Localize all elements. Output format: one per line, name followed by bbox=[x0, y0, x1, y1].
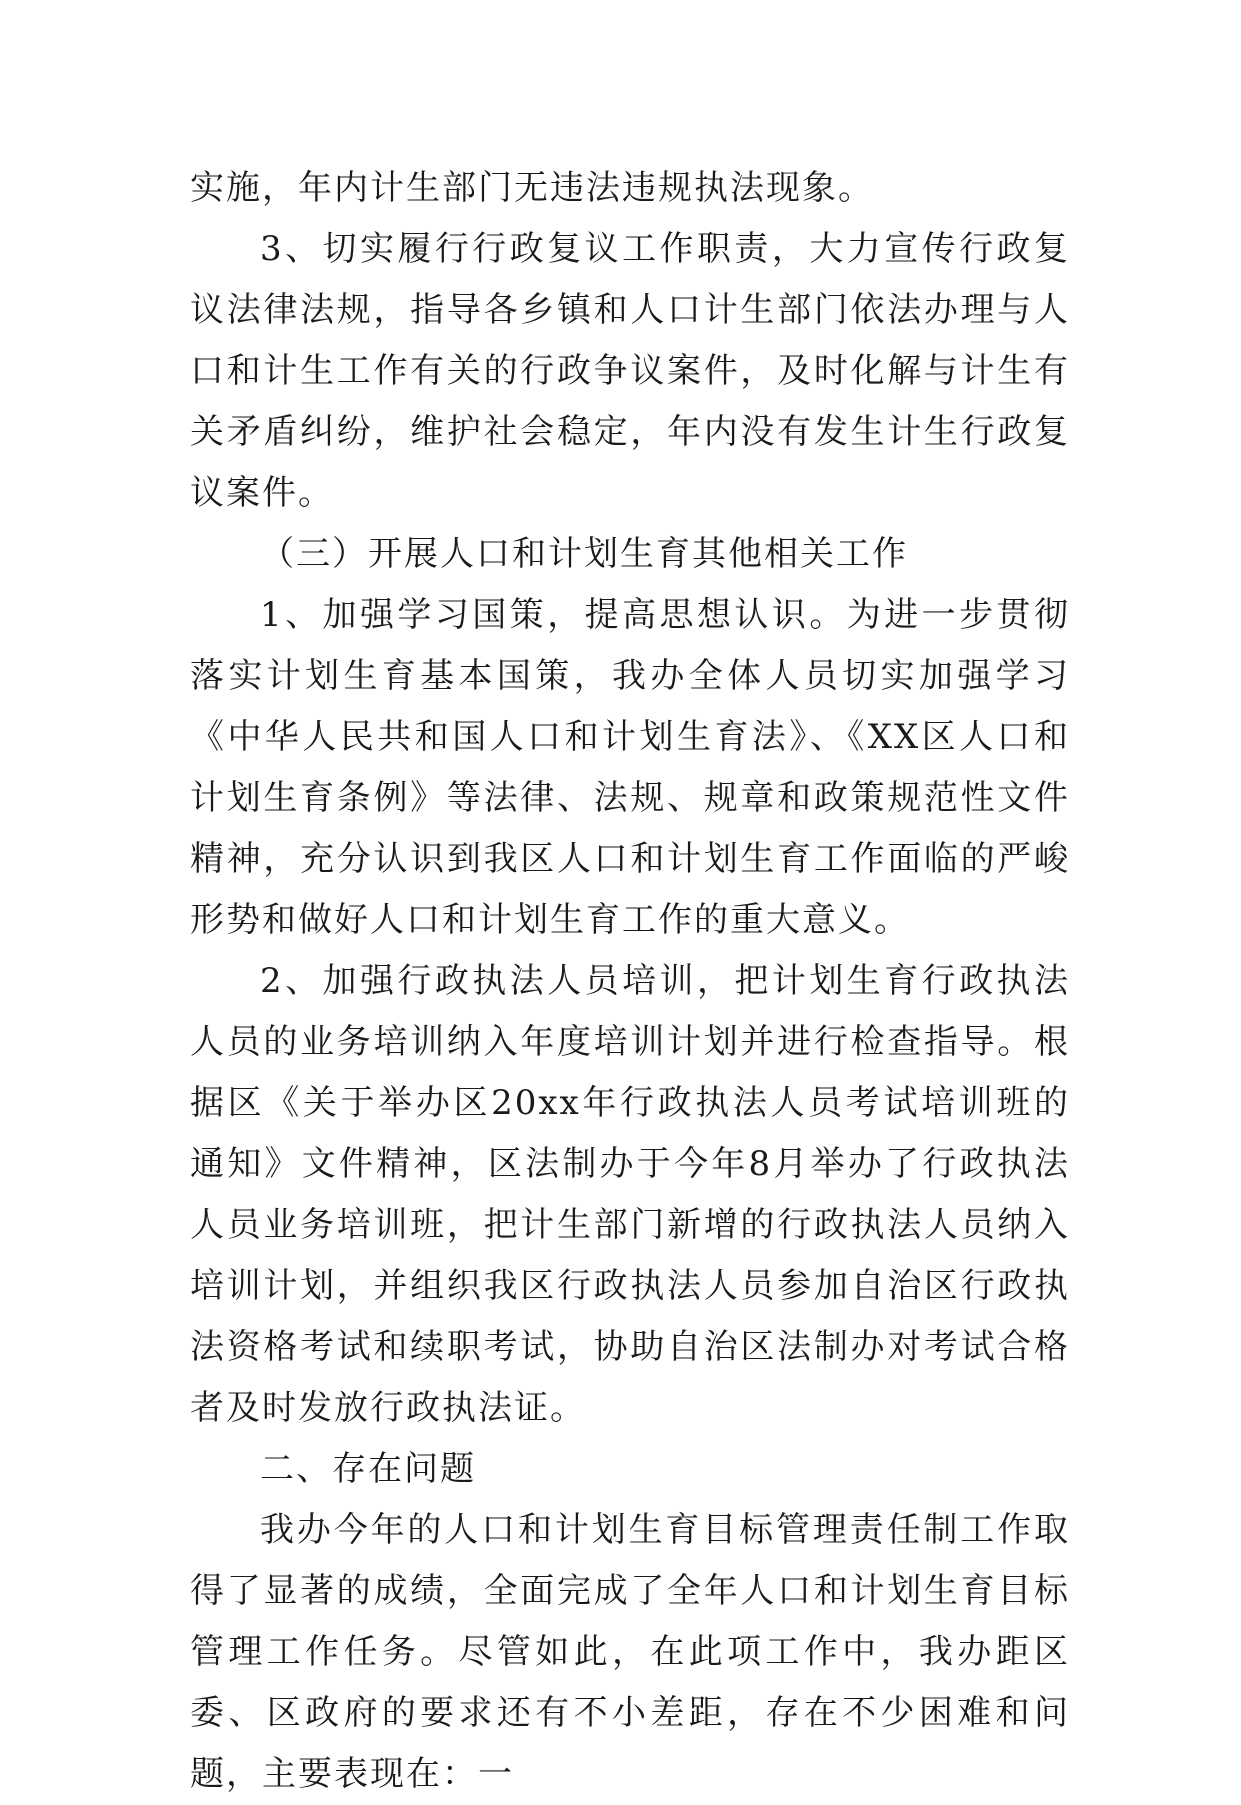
paragraph-item-3-administrative-review: 3、切实履行行政复议工作职责，大力宣传行政复议法律法规，指导各乡镇和人口计生部门依法办理与人口和计生工作有关的行政争议案件，及时化解与计生有关矛盾纠纷，维护社会稳定，年内没有发生计生行政复议案件。 bbox=[190, 229, 1070, 513]
section-heading-problems: 二、存在问题 bbox=[260, 1449, 476, 1489]
paragraph-item-1-study-policy: 1、加强学习国策，提高思想认识。为进一步贯彻落实计划生育基本国策，我办全体人员切实加强学习《中华人民共和国人口和计划生育法》、《XX区人口和计划生育条例》等法律、法规、规章和政策规范性文件精神，充分认识到我区人口和计划生育工作面临的严峻形势和做好人口和计划生育工作的重大意义。 bbox=[190, 595, 1070, 940]
paragraph-continuation: 实施，年内计生部门无违法违规执法现象。 bbox=[190, 168, 874, 208]
paragraph-problems-summary: 我办今年的人口和计划生育目标管理责任制工作取得了显著的成绩，全面完成了全年人口和计划生育目标管理工作任务。尽管如此，在此项工作中，我办距区委、区政府的要求还有不小差距，存在不少困难和问题，主要表现在：一 bbox=[190, 1510, 1070, 1794]
paragraph-item-2-training: 2、加强行政执法人员培训，把计划生育行政执法人员的业务培训纳入年度培训计划并进行检查指导。根据区《关于举办区20xx年行政执法人员考试培训班的通知》文件精神，区法制办于今年8月举办了行政执法人员业务培训班，把计生部门新增的行政执法人员纳入培训计划，并组织我区行政执法人员参加自治区行政执法资格考试和续职考试，协助自治区法制办对考试合格者及时发放行政执法证。 bbox=[190, 961, 1070, 1428]
section-heading-other-work: （三）开展人口和计划生育其他相关工作 bbox=[260, 534, 908, 574]
document-body bbox=[190, 158, 1070, 1805]
